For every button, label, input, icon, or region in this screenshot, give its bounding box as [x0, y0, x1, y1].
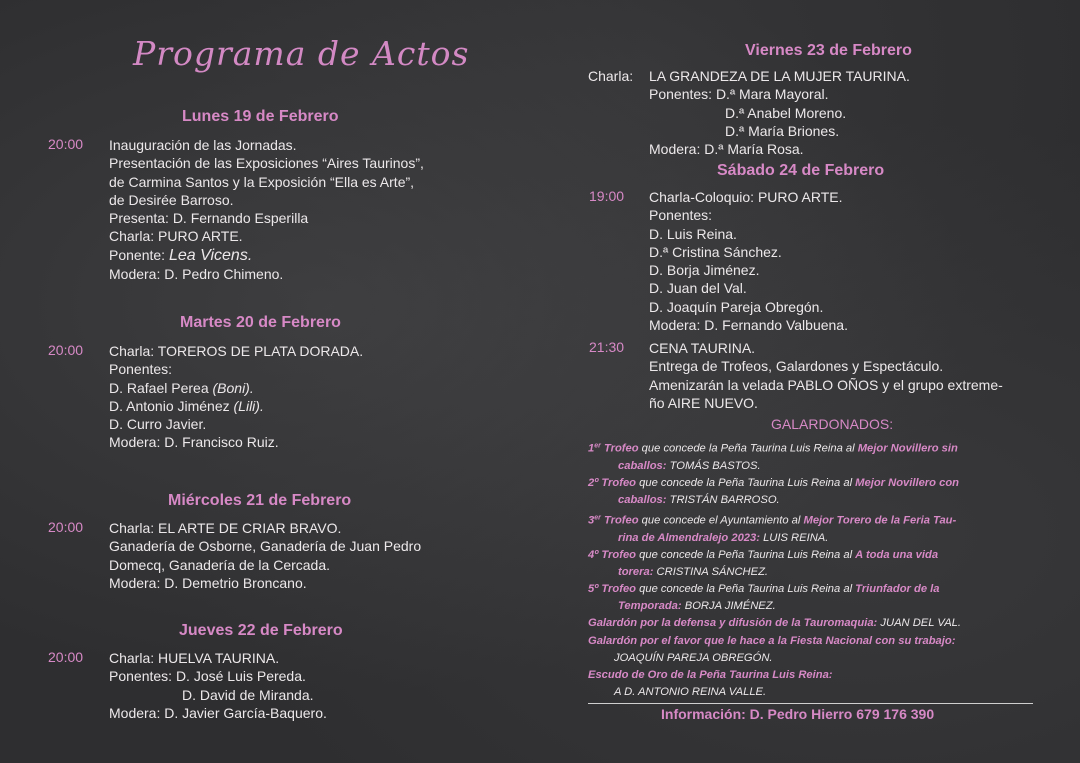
time-sabado: 19:00	[589, 188, 625, 204]
ponente-line	[109, 246, 424, 265]
info-contact: Información: D. Pedro Hierro 679 176 390	[661, 706, 935, 722]
event-line: Charla: HUELVA TAURINA.	[109, 650, 280, 666]
event-line: D. Borja Jiménez.	[649, 262, 760, 279]
ponente-alias: (Lili).	[233, 397, 264, 414]
day-heading-jueves: Jueves 22 de Febrero	[179, 622, 343, 639]
award-number: 2º	[588, 476, 599, 489]
event-line: Inauguración de las Jornadas.	[109, 137, 297, 153]
day-heading-martes: Martes 20 de Febrero	[180, 314, 341, 331]
award-line	[588, 633, 961, 650]
award-type: Trofeo	[600, 442, 639, 455]
time-miercoles: 20:00	[48, 519, 84, 535]
award-winner: TRISTÁN BARROSO.	[666, 494, 780, 507]
event-line: Ponentes: D.ª Mara Mayoral.	[649, 86, 829, 103]
award-category: Mejor Novillero con	[855, 476, 959, 489]
divider	[588, 703, 1033, 704]
event-line: Presentación de las Exposiciones “Aires Taurinos”,	[109, 155, 424, 172]
ponente-alias: (Boni).	[212, 379, 254, 396]
event-line: Entrega de Trofeos, Galardones y Espectáculo.	[649, 358, 944, 375]
award-category: Temporada:	[618, 600, 682, 613]
modera-line: Modera: D. Demetrio Broncano.	[109, 574, 307, 591]
event-line: Charla: EL ARTE DE CRIAR BRAVO.	[109, 520, 342, 536]
award-type: Trofeo	[600, 514, 639, 527]
time-lunes: 20:00	[48, 136, 84, 152]
award-sup: er	[594, 442, 601, 449]
event-line: Charla-Coloquio: PURO ARTE.	[649, 189, 843, 205]
award-sup: er	[594, 514, 601, 522]
award-text: que concede la Peña Taurina Luis Reina al	[636, 549, 856, 562]
ponente-name: D. Antonio Jiménez	[109, 397, 234, 414]
event-cena	[649, 339, 1003, 412]
event-line: de Carmina Santos y la Exposición “Ella es Arte”,	[109, 173, 415, 190]
event-line: D.ª María Briones.	[725, 122, 840, 139]
time-jueves: 20:00	[48, 649, 84, 665]
event-line: D. Curro Javier.	[109, 416, 207, 433]
day-heading-sabado: Sábado 24 de Febrero	[717, 162, 885, 179]
award-text: que concede el Ayuntamiento al	[638, 514, 804, 527]
award-line	[588, 458, 961, 475]
galardonados-heading: GALARDONADOS:	[771, 416, 894, 432]
event-line: Charla: PURO ARTE.	[109, 228, 243, 245]
ponente-line	[109, 397, 363, 415]
ponente-name: D. Rafael Perea	[109, 379, 213, 396]
award-category: Triunfador de la	[855, 583, 940, 596]
award-text: que concede la Peña Taurina Luis Reina al	[636, 583, 856, 596]
event-line: Ponentes:	[649, 207, 713, 224]
event-line: D. Joaquín Pareja Obregón.	[649, 298, 824, 315]
award-category: Mejor Torero de la Feria Tau-	[803, 514, 957, 527]
award-text: que concede la Peña Taurina Luis Reina al	[638, 442, 858, 455]
award-line	[588, 475, 961, 492]
event-line: D.ª Cristina Sánchez.	[649, 243, 782, 260]
award-line	[588, 437, 961, 458]
event-miercoles	[109, 519, 421, 592]
event-lunes	[109, 136, 424, 283]
award-type: Trofeo	[598, 549, 637, 562]
event-line: D. Luis Reina.	[649, 225, 737, 242]
award-winner: TOMÁS BASTOS.	[666, 459, 761, 472]
event-line: Ganadería de Osborne, Ganadería de Juan Pedro	[109, 538, 422, 555]
page-title: Programa de Actos	[133, 34, 470, 73]
award-category: Mejor Novillero sin	[857, 442, 958, 455]
award-category: caballos:	[618, 494, 667, 507]
event-viernes	[649, 67, 910, 158]
awards-list	[588, 437, 961, 701]
award-line	[588, 564, 961, 581]
event-line: D.ª Anabel Moreno.	[725, 104, 847, 121]
event-line: Presenta: D. Fernando Esperilla	[109, 210, 309, 227]
event-line: Amenizarán la velada PABLO OÑOS y el grupo extreme-	[649, 376, 1003, 393]
award-winner: BORJA JIMÉNEZ.	[681, 600, 776, 613]
event-line: CENA TAURINA.	[649, 340, 756, 356]
modera-line: Modera: D.ª María Rosa.	[649, 141, 804, 158]
award-line	[588, 615, 961, 632]
award-type: Trofeo	[598, 583, 637, 596]
award-number: 5º	[588, 583, 599, 596]
award-category: torera:	[618, 566, 654, 579]
award-line	[588, 667, 961, 684]
award-number: 4º	[588, 549, 599, 562]
award-number: 1	[588, 442, 595, 455]
award-category: Escudo de Oro de la Peña Taurina Luis Reina:	[588, 668, 833, 681]
award-winner: JUAN DEL VAL.	[877, 617, 962, 630]
award-winner: A D. ANTONIO REINA VALLE.	[614, 685, 767, 698]
award-category: A toda una vida	[855, 549, 939, 562]
modera-line: Modera: D. Javier García-Baquero.	[109, 704, 327, 721]
ponente-line	[109, 379, 363, 397]
event-sabado	[649, 188, 848, 334]
award-line	[588, 598, 961, 615]
ponente-label: Ponente:	[109, 246, 166, 263]
award-line	[588, 547, 961, 564]
event-line: Ponentes:	[109, 361, 173, 378]
event-line: LA GRANDEZA DE LA MUJER TAURINA.	[649, 68, 910, 84]
event-line: D. Juan del Val.	[649, 280, 747, 297]
modera-line: Modera: D. Fernando Valbuena.	[649, 317, 848, 334]
ponente-name: Lea Vicens.	[168, 246, 253, 264]
award-line	[588, 492, 961, 509]
time-martes: 20:00	[48, 342, 84, 358]
day-heading-miercoles: Miércoles 21 de Febrero	[168, 492, 352, 509]
award-number: 3	[588, 514, 595, 527]
award-text: que concede la Peña Taurina Luis Reina al	[636, 476, 856, 489]
award-winner: LUIS REINA.	[759, 531, 829, 544]
award-category: caballos:	[618, 459, 667, 472]
day-heading-lunes: Lunes 19 de Febrero	[182, 108, 339, 125]
award-type: Trofeo	[598, 476, 637, 489]
event-line: Ponentes: D. José Luis Pereda.	[109, 668, 306, 685]
event-martes	[109, 342, 363, 452]
event-line: de Desirée Barroso.	[109, 191, 234, 208]
award-line	[588, 650, 961, 667]
award-line	[588, 581, 961, 598]
event-jueves	[109, 649, 327, 722]
award-category: rina de Almendralejo 2023:	[618, 531, 760, 544]
event-line: Domecq, Ganadería de la Cercada.	[109, 556, 331, 573]
day-heading-viernes: Viernes 23 de Febrero	[745, 42, 912, 59]
award-category: Galardón por la defensa y difusión de la Tauromaquia:	[588, 617, 878, 630]
charla-label: Charla:	[588, 68, 634, 84]
award-line	[588, 684, 961, 701]
award-winner: CRISTINA SÁNCHEZ.	[653, 566, 769, 579]
award-line	[588, 509, 961, 530]
event-line: ño AIRE NUEVO.	[649, 394, 758, 411]
award-category: Galardón por el favor que le hace a la Fiesta Nacional con su trabajo:	[588, 634, 956, 647]
event-line: D. David de Miranda.	[182, 686, 314, 703]
time-cena: 21:30	[589, 339, 625, 355]
modera-line: Modera: D. Francisco Ruiz.	[109, 434, 279, 451]
award-winner: JOAQUÍN PAREJA OBREGÓN.	[614, 651, 773, 664]
award-line	[588, 530, 961, 547]
event-line: Charla: TOREROS DE PLATA DORADA.	[109, 343, 364, 359]
modera-line: Modera: D. Pedro Chimeno.	[109, 266, 284, 283]
